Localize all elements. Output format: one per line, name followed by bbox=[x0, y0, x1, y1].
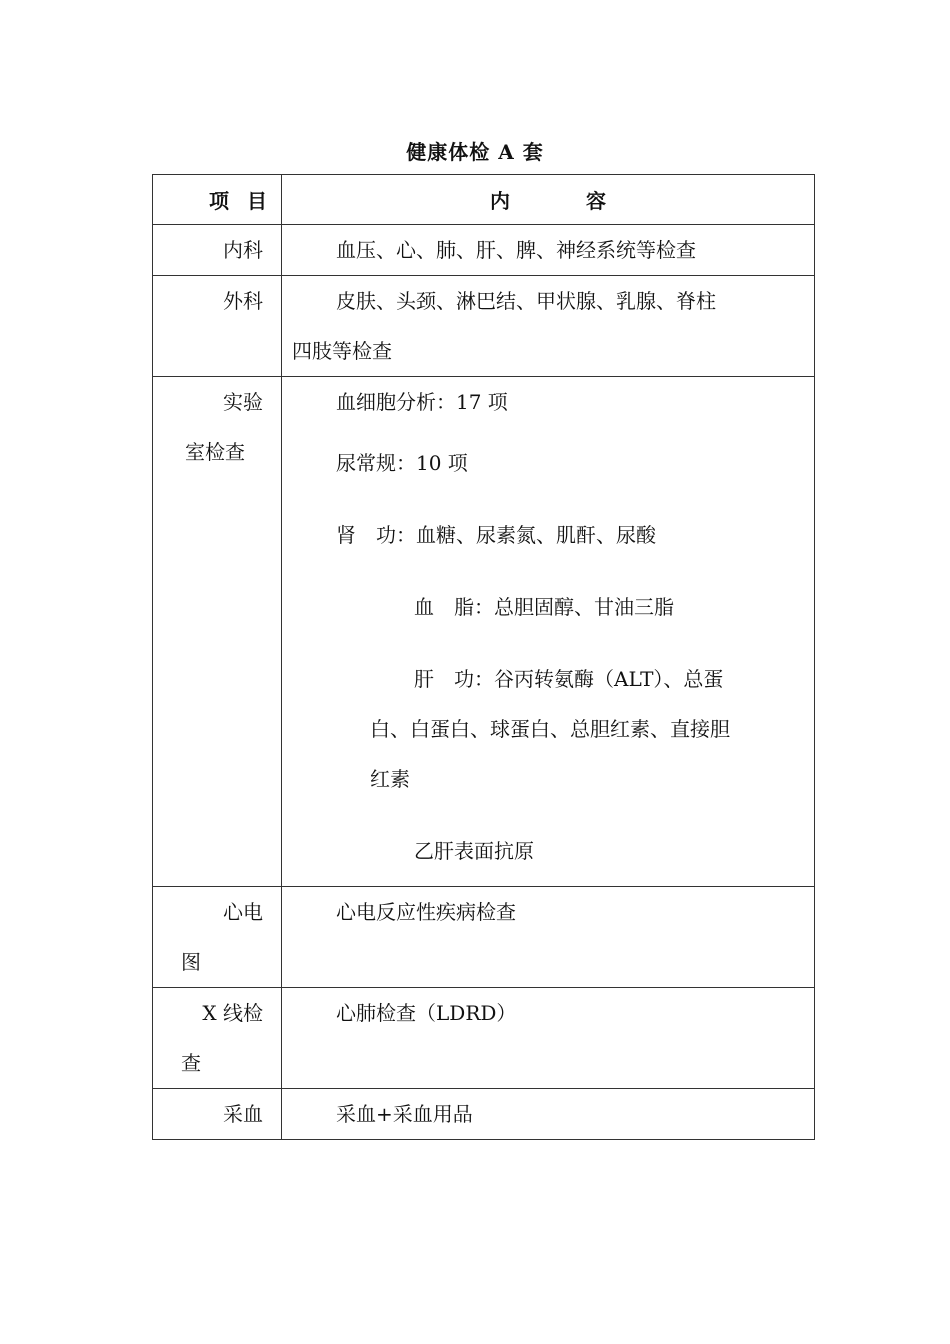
table-row bbox=[153, 276, 815, 377]
content-text: 心电反应性疾病检查 bbox=[336, 900, 516, 924]
content-cell bbox=[282, 887, 815, 988]
table-row bbox=[153, 1089, 815, 1140]
content-cell bbox=[282, 225, 815, 276]
content-cell bbox=[282, 377, 815, 887]
category-line1: 心电 bbox=[223, 900, 263, 924]
category-cell bbox=[153, 988, 282, 1089]
table-row bbox=[153, 887, 815, 988]
lab-item: 白、白蛋白、球蛋白、总胆红素、直接胆 bbox=[370, 717, 730, 741]
header-content-a: 内 bbox=[490, 189, 510, 213]
content-text: 采血+采血用品 bbox=[336, 1102, 473, 1126]
lab-item: 肾 功：血糖、尿素氮、肌酐、尿酸 bbox=[336, 523, 656, 547]
table-header-row bbox=[153, 175, 815, 225]
exam-table bbox=[152, 174, 815, 1140]
category-cell bbox=[153, 887, 282, 988]
header-item-b: 目 bbox=[247, 189, 267, 213]
table-row bbox=[153, 377, 815, 887]
content-text-line1: 皮肤、头颈、淋巴结、甲状腺、乳腺、脊柱 bbox=[336, 289, 716, 313]
content-text-line2: 四肢等检查 bbox=[292, 339, 392, 363]
header-content-b: 容 bbox=[586, 189, 606, 213]
category-line2: 室检查 bbox=[185, 440, 245, 464]
category-cell bbox=[153, 377, 282, 887]
lab-item: 血 脂：总胆固醇、甘油三脂 bbox=[414, 595, 674, 619]
table-row bbox=[153, 988, 815, 1089]
content-cell bbox=[282, 988, 815, 1089]
lab-item: 肝 功：谷丙转氨酶（ALT）、总蛋 bbox=[414, 667, 724, 691]
category-cell: 采血 bbox=[153, 1089, 282, 1140]
header-content bbox=[282, 175, 815, 225]
category-cell: 内科 bbox=[153, 225, 282, 276]
category-line2: 图 bbox=[181, 950, 201, 974]
lab-item: 尿常规：10 项 bbox=[336, 451, 468, 475]
category-line1: X 线检 bbox=[202, 1001, 263, 1025]
category-line2: 查 bbox=[181, 1051, 201, 1075]
content-cell bbox=[282, 1089, 815, 1140]
page-title: 健康体检 A 套 bbox=[406, 140, 544, 164]
table-row bbox=[153, 225, 815, 276]
content-text: 心肺检查（LDRD） bbox=[336, 1001, 517, 1025]
category-line1: 实验 bbox=[223, 390, 263, 414]
lab-item: 红素 bbox=[370, 767, 410, 791]
lab-item: 血细胞分析：17 项 bbox=[336, 390, 508, 414]
lab-item: 乙肝表面抗原 bbox=[414, 839, 534, 863]
content-text: 血压、心、肺、肝、脾、神经系统等检查 bbox=[336, 238, 696, 262]
category-cell: 外科 bbox=[153, 276, 282, 377]
header-item bbox=[153, 175, 282, 225]
header-item-a: 项 bbox=[209, 189, 229, 213]
content-cell bbox=[282, 276, 815, 377]
